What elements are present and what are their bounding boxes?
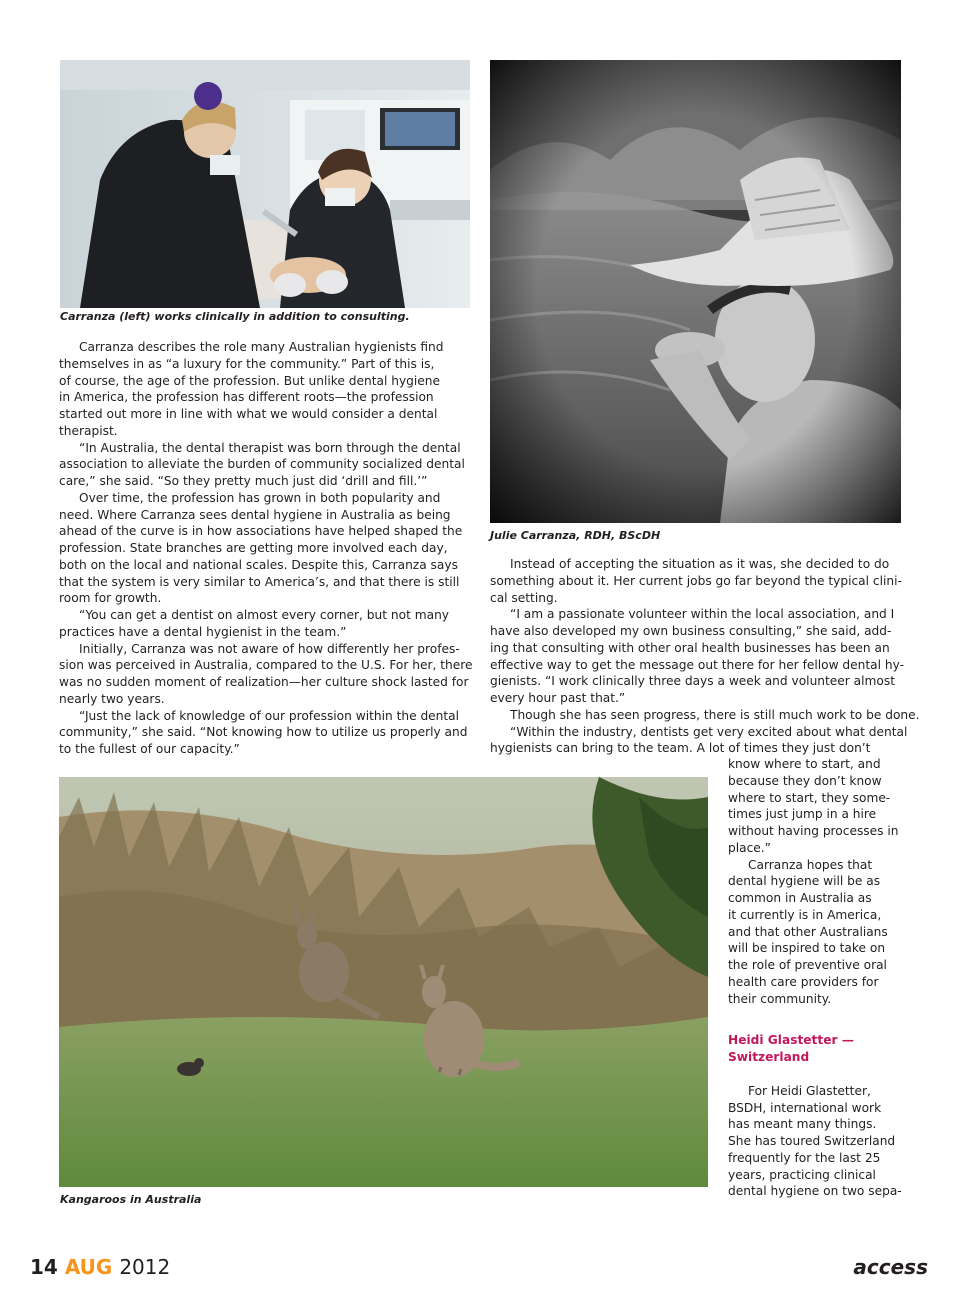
issue-month: AUG <box>64 1255 113 1279</box>
body-line: dental hygiene on two sepa- <box>728 1184 902 1199</box>
body-line: “Within the industry, dentists get very excited about what dental <box>510 724 908 739</box>
body-line: sion was perceived in Australia, compared to the U.S. For her, there <box>59 658 473 673</box>
body-line: nearly two years. <box>59 691 165 706</box>
body-line: care,” she said. “So they pretty much just did ‘drill and fill.’” <box>59 474 428 488</box>
body-line: “I am a passionate volunteer within the local association, and I <box>510 607 895 622</box>
body-line: Carranza hopes that <box>748 857 873 872</box>
body-line: “Just the lack of knowledge of our profession within the dental <box>79 708 460 723</box>
body-line: ing that consulting with other oral health businesses has been an <box>490 640 890 655</box>
section-heading <box>728 1032 908 1066</box>
body-line: because they don’t know <box>728 773 882 788</box>
page-footer-folio <box>30 1255 170 1279</box>
portrait-caption: Julie Carranza, RDH, BScDH <box>490 529 661 542</box>
body-line: without having processes in <box>728 824 899 838</box>
body-line: will be inspired to take on <box>728 941 886 956</box>
body-line: common in Australia as <box>728 891 872 905</box>
issue-year: 2012 <box>119 1255 171 1279</box>
body-line: For Heidi Glastetter, <box>748 1083 871 1098</box>
body-line: has meant many things. <box>728 1117 877 1132</box>
kangaroos-photo <box>59 777 708 1187</box>
body-line: years, practicing clinical <box>728 1167 876 1182</box>
body-line: where to start, they some- <box>728 790 891 805</box>
body-line: that the system is very similar to America’s, and that there is still <box>59 574 460 589</box>
body-line: their community. <box>728 991 832 1006</box>
left-article-column <box>59 339 473 758</box>
body-line: every hour past that.” <box>490 691 626 705</box>
body-line: profession. State branches are getting more involved each day, <box>59 541 448 555</box>
narrow-article-column <box>728 756 908 1200</box>
magazine-name: access <box>853 1255 928 1279</box>
body-line: effective way to get the message out there for her fellow dental hy- <box>490 657 905 672</box>
body-line: started out more in line with what we would consider a dental <box>59 407 438 421</box>
body-line: know where to start, and <box>728 757 881 771</box>
body-line: dental hygiene will be as <box>728 874 881 889</box>
body-line: association to alleviate the burden of community socialized dental <box>59 457 465 472</box>
body-line: practices have a dental hygienist in the team.” <box>59 624 347 639</box>
kangaroos-caption: Kangaroos in Australia <box>60 1193 202 1206</box>
body-line: room for growth. <box>59 591 162 606</box>
body-line: hygienists can bring to the team. A lot of times they just don’t <box>490 741 871 756</box>
body-line: “In Australia, the dental therapist was born through the dental <box>79 440 461 455</box>
dental-photo-caption: Carranza (left) works clinically in addition to consulting. <box>60 310 410 323</box>
body-line: to the fullest of our capacity.” <box>59 742 240 756</box>
body-line: need. Where Carranza sees dental hygiene in Australia as being <box>59 507 451 522</box>
body-line: She has toured Switzerland <box>728 1134 896 1148</box>
body-line: gienists. “I work clinically three days a week and volunteer almost <box>490 674 895 689</box>
body-line: it currently is in America, <box>728 907 882 922</box>
body-line: Over time, the profession has grown in both popularity and <box>79 490 441 505</box>
body-line: place.” <box>728 840 771 855</box>
section-heading-line: Switzerland <box>728 1050 810 1064</box>
body-line: something about it. Her current jobs go far beyond the typical clini- <box>490 573 902 588</box>
page-number: 14 <box>30 1255 58 1279</box>
body-line: Instead of accepting the situation as it was, she decided to do <box>510 557 890 571</box>
body-line: community,” she said. “Not knowing how to utilize us properly and <box>59 725 468 740</box>
body-line: the role of preventive oral <box>728 958 887 972</box>
right-article-column <box>490 556 920 757</box>
portrait-photo <box>490 60 901 523</box>
body-line: times just jump in a hire <box>728 807 877 822</box>
body-line: and that other Australians <box>728 924 888 939</box>
body-line: have also developed my own business consulting,” she said, add- <box>490 624 892 638</box>
body-line: health care providers for <box>728 974 879 989</box>
body-line: Initially, Carranza was not aware of how differently her profes- <box>79 641 460 656</box>
body-line: BSDH, international work <box>728 1100 882 1115</box>
body-line: both on the local and national scales. Despite this, Carranza says <box>59 557 458 572</box>
body-line: cal setting. <box>490 590 558 605</box>
body-line: in America, the profession has different roots—the profession <box>59 390 434 405</box>
body-line: was no sudden moment of realization—her culture shock lasted for <box>59 675 469 689</box>
section-heading-line: Heidi Glastetter — <box>728 1033 854 1048</box>
body-line: frequently for the last 25 <box>728 1150 881 1165</box>
body-line: of course, the age of the profession. But unlike dental hygiene <box>59 373 440 388</box>
body-line: Carranza describes the role many Australian hygienists find <box>79 340 444 354</box>
body-line: “You can get a dentist on almost every corner, but not many <box>79 608 450 622</box>
body-line: ahead of the curve is in how associations have helped shaped the <box>59 524 463 539</box>
dental-clinic-photo <box>60 60 470 308</box>
body-line: therapist. <box>59 423 118 438</box>
body-line: Though she has seen progress, there is still much work to be done. <box>510 707 920 722</box>
body-line: themselves in as “a luxury for the community.” Part of this is, <box>59 356 435 371</box>
